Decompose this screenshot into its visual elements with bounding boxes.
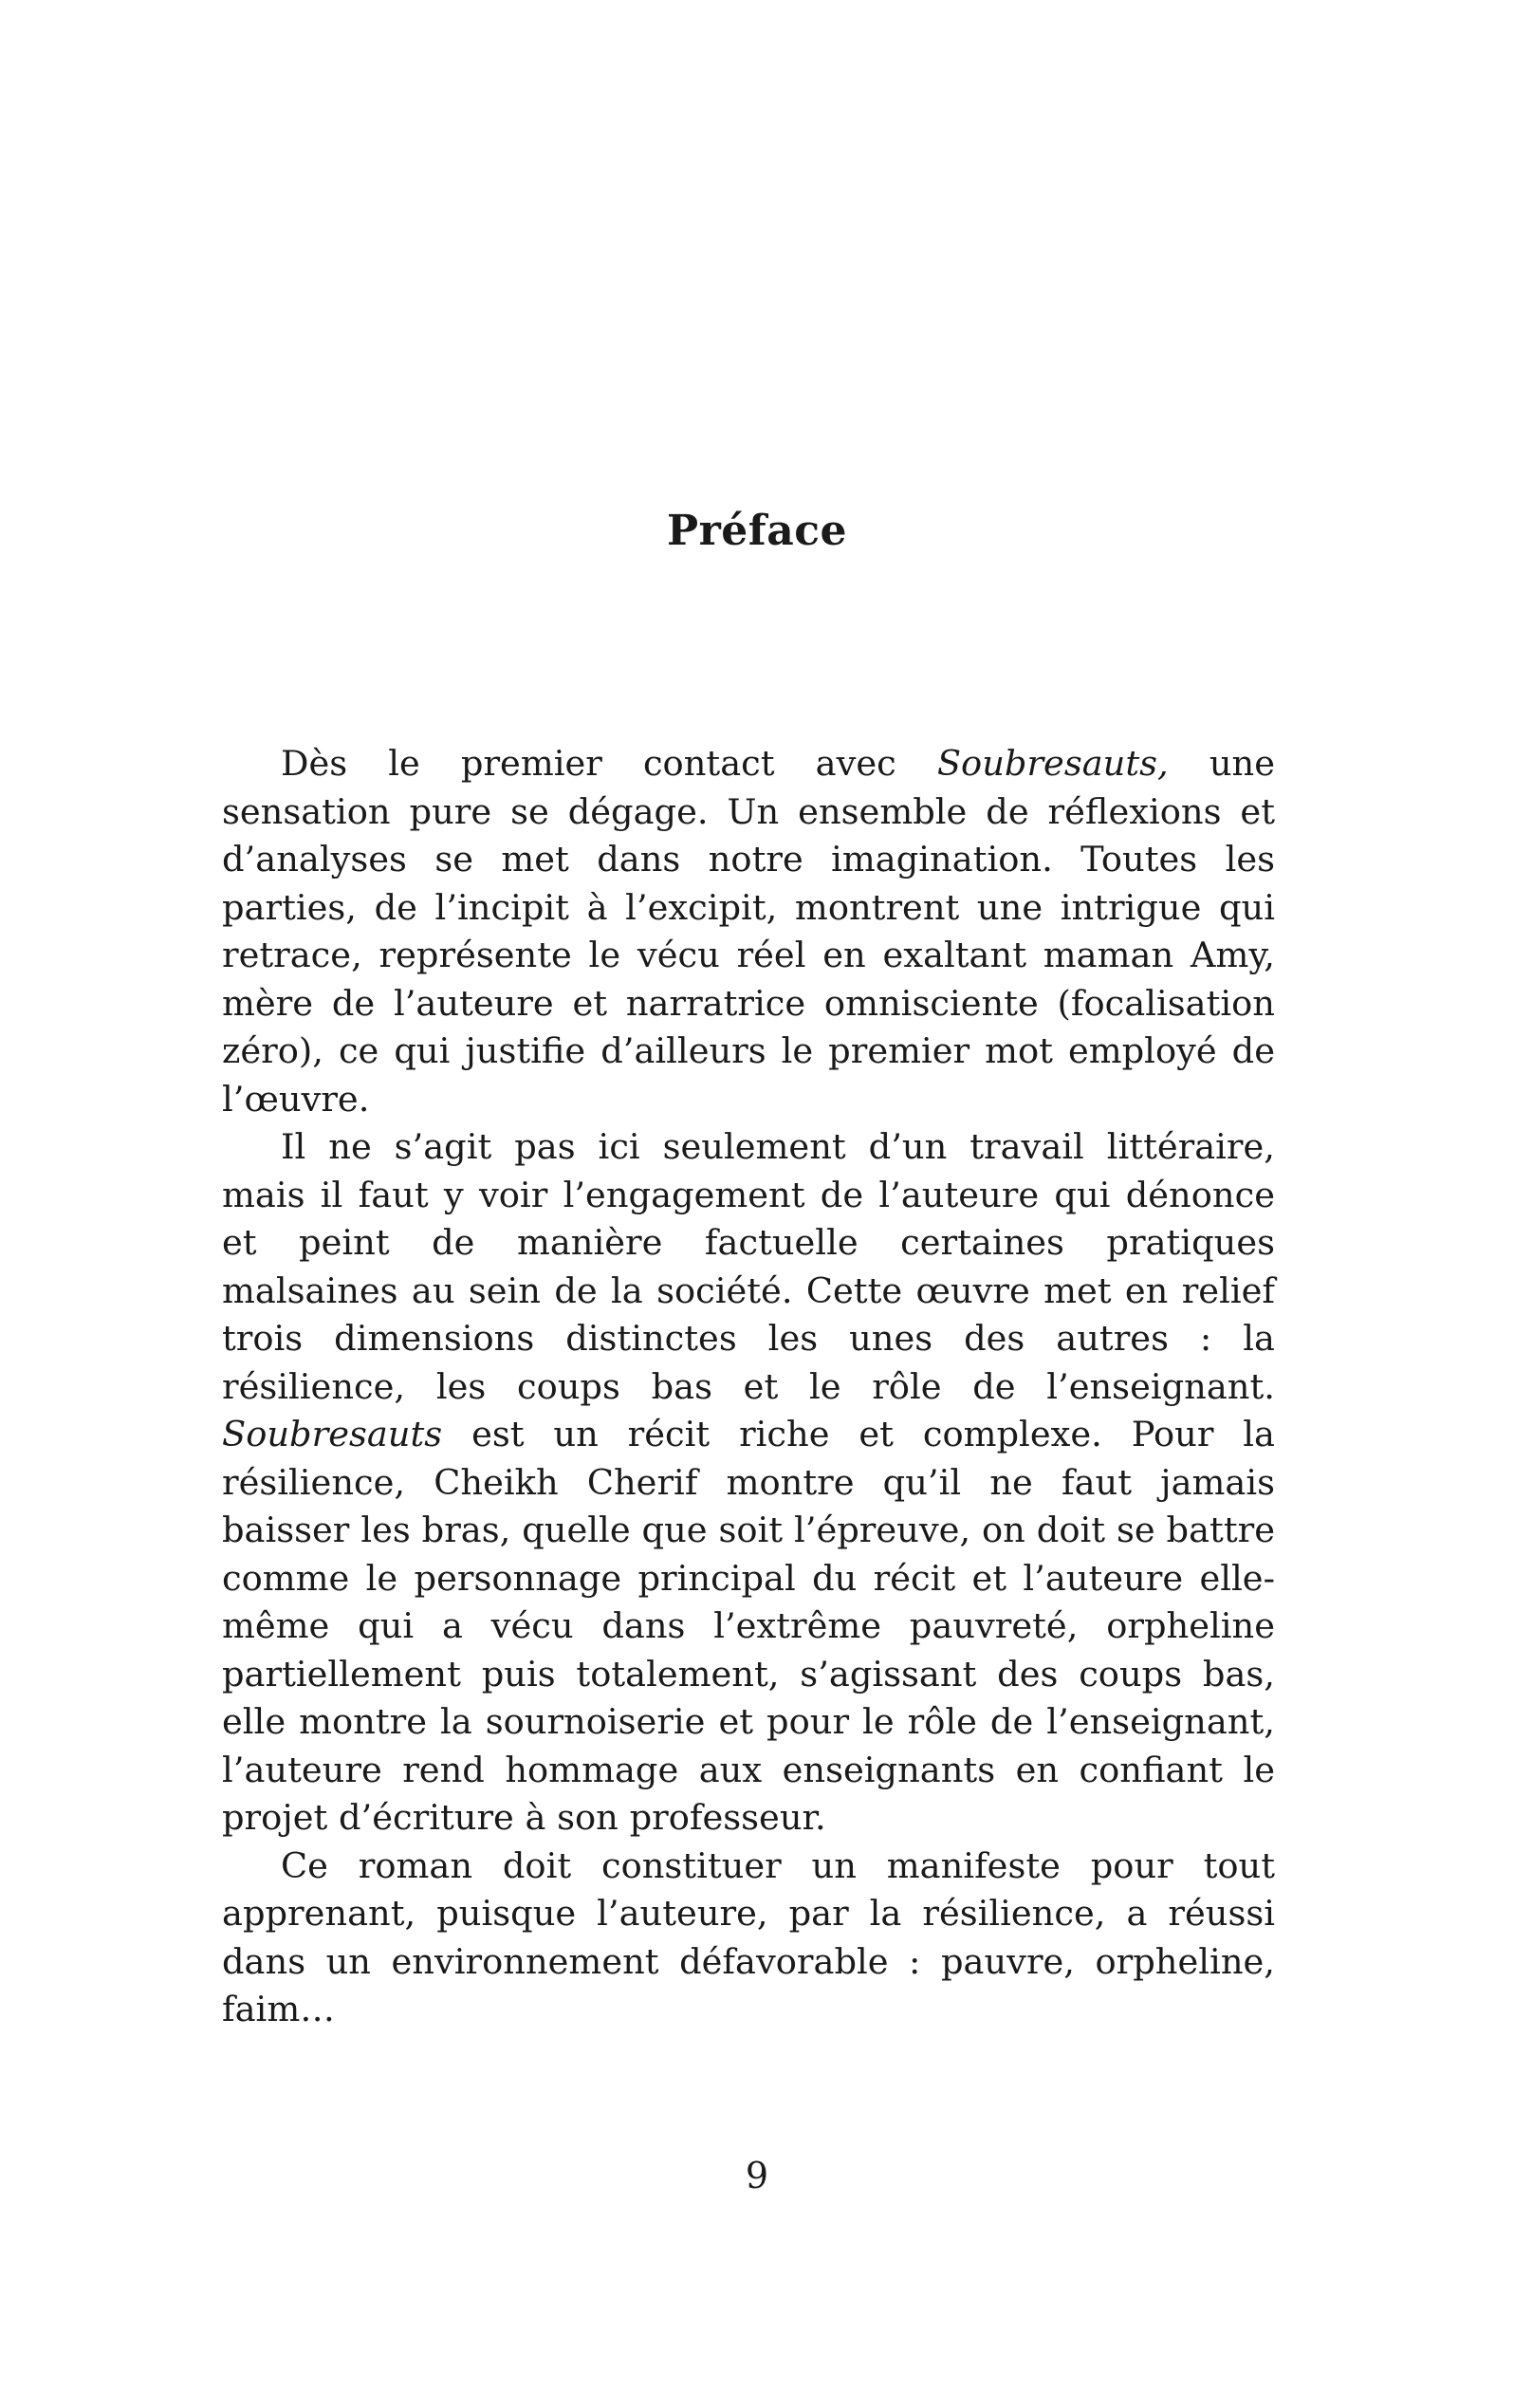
paragraph-2-text-a: Il ne s’agit pas ici seulement d’un travail littéraire, mais il faut y voir l’engagement de l’auteure qui dénonce et peint de manière factuelle certaines pratiques malsaines au sein de la société. Cette œuvre met en relief trois dimensions distinctes les unes des autres : la résilience, les coups bas et le rôle de l’enseignant. (222, 1126, 1275, 1407)
paragraph-2-book-title: Soubresauts (222, 1414, 443, 1454)
paragraph-2 (222, 1123, 1275, 1843)
page-number: 9 (745, 2155, 769, 2196)
paragraph-3 (222, 1843, 1275, 2034)
paragraph-2-text-b: est un récit riche et complexe. Pour la résilience, Cheikh Cherif montre qu’il ne faut jamais baisser les bras, quelle que soit l’épreuve, on doit se battre comme le personnage principal du récit et l’auteure elle-même qui a vécu dans l’extrême pauvreté, orpheline partiellement puis totalement, s’agissant des coups bas, elle montre la sournoiserie et pour le rôle de l’enseignant, l’auteure rend hommage aux enseignants en confiant le projet d’écriture à son professeur. (222, 1414, 1275, 1838)
paragraph-1-book-title: Soubresauts, (936, 743, 1169, 784)
paragraph-1-text-b: une sensation pure se dégage. Un ensemble de réflexions et d’analyses se met dans notre imagination. Toutes les parties, de l’incipit à l’excipit, montrent une intrigue qui retrace, représente le vécu réel en exaltant maman Amy, mère de l’auteure et narratrice omnisciente (focalisation zéro), ce qui justifie d’ailleurs le premier mot employé de l’œuvre. (222, 743, 1275, 1120)
paragraph-1-text-a: Dès le premier contact avec (281, 743, 937, 784)
chapter-title: Préface (667, 507, 847, 555)
paragraph-3-text: Ce roman doit constituer un manifeste pour tout apprenant, puisque l’auteure, par la résilience, a réussi dans un environnement défavorable : pauvre, orpheline, faim… (222, 1844, 1275, 2029)
preface-body (222, 740, 1275, 2034)
paragraph-1 (222, 740, 1275, 1123)
